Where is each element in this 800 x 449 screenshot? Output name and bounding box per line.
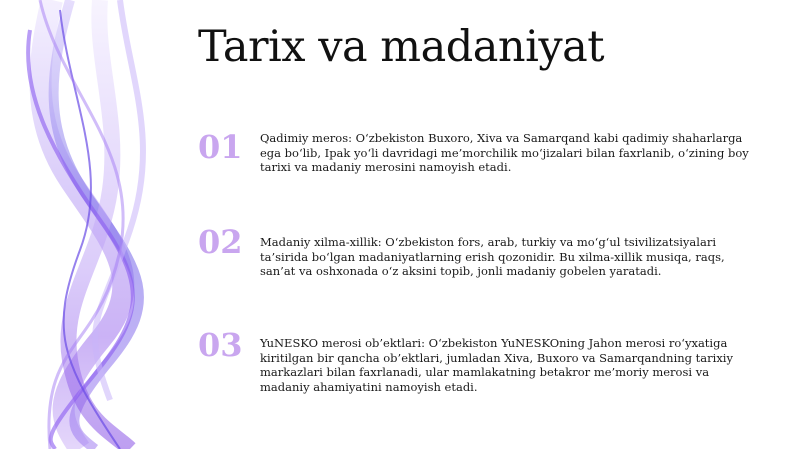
- item-number: 02: [198, 223, 243, 261]
- item-number: 03: [198, 326, 243, 364]
- item-text: Madaniy xilma-xillik: O‘zbekiston fors, arab, turkiy va mo‘g‘ul tsivilizatsiyalari ta’sirida bo‘lgan madaniyatlarning erish qozonidir. Bu xilma-xillik musiqa, raqs, san’at va oshxonada o‘z aksini topib, jonli madaniy gobelen yaratadi.: [260, 235, 725, 278]
- decorative-smoke-ribbon: [0, 0, 200, 449]
- item-text: Qadimiy meros: O‘zbekiston Buxoro, Xiva va Samarqand kabi qadimiy shaharlarga ega bo‘lib, Ipak yo‘li davridagi me’morchilik mo‘jizalari bilan faxrlanib, o‘zining boy tarixi va madaniy merosini namoyish etadi.: [260, 131, 749, 174]
- item-number: 01: [198, 128, 243, 166]
- slide-title: Tarix va madaniyat: [198, 22, 605, 72]
- item-text: YuNESKO merosi ob’ektlari: O‘zbekiston YuNESKOning Jahon merosi ro‘yxatiga kiritilgan bir qancha ob’ektlari, jumladan Xiva, Buxoro va Samarqandning tarixiy markazlari bilan faxrlanadi, ular mamlakatning betakror me’moriy merosi va madaniy ahamiyatini namoyish etadi.: [260, 336, 733, 394]
